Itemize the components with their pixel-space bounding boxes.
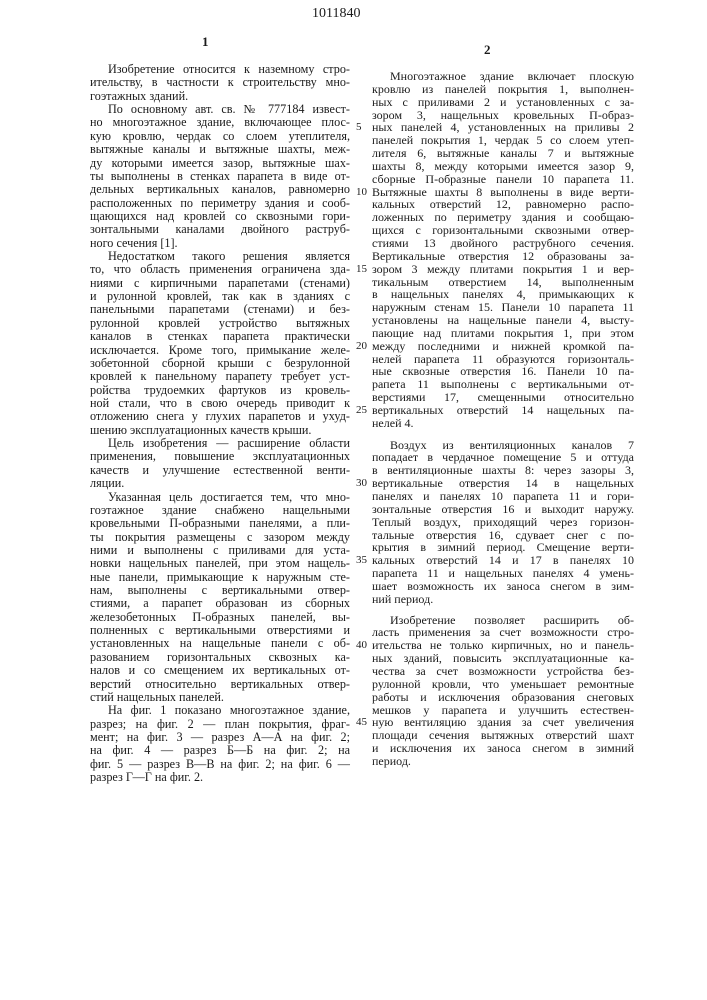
text-line-content: рулонной кровли, что уменьшает ремонтные bbox=[372, 677, 634, 691]
text-line-content: вертикальных отверстий 14 нащельных па- bbox=[372, 403, 634, 417]
text-line-content: кальных отверстий 12, равномерно распо- bbox=[372, 197, 634, 211]
text-line: Изобретение относится к наземному стро- bbox=[90, 63, 350, 76]
text-line-content: мешков у парапета и улучшить естествен- bbox=[372, 703, 634, 717]
line-number: 40 bbox=[356, 639, 368, 652]
text-line: ройства трудоемких фартуков из кровель- bbox=[90, 384, 350, 397]
paragraph bbox=[372, 70, 634, 430]
text-line bbox=[372, 417, 634, 430]
text-line: разованием горизонтальных сквозных ка- bbox=[90, 651, 350, 664]
text-line: новки нащельных панелей, при этом нащель- bbox=[90, 557, 350, 570]
text-line-content: ную вентиляцию здания за счет увеличения bbox=[372, 715, 634, 729]
text-line: панельными парапетами (стенами) и без- bbox=[90, 303, 350, 316]
text-line-content: нелей 4. bbox=[372, 416, 413, 430]
text-line: ные панели, примыкающие к наружным сте- bbox=[90, 571, 350, 584]
text-line: вытяжные каналы и вытяжные шахты, меж- bbox=[90, 143, 350, 156]
text-line: и рулонной кровлей, так как в зданиях с bbox=[90, 290, 350, 303]
text-line: разрез; на фиг. 2 — план покрытия, фраг- bbox=[90, 718, 350, 731]
text-line: стиями, а парапет образован из сборных bbox=[90, 597, 350, 610]
text-line: нам, выполнены с вертикальными отвер- bbox=[90, 584, 350, 597]
text-line: щающихся над кровлей со сквозными гори- bbox=[90, 210, 350, 223]
text-line-content: вертикальные отверстия 14 в нащельных bbox=[372, 476, 634, 490]
text-line-content: работы и исключения образования снеговых bbox=[372, 690, 634, 704]
text-line-content: попадает в чердачное помещение 5 и оттуда bbox=[372, 450, 634, 464]
line-number: 10 bbox=[356, 186, 368, 199]
text-line-content: Изобретение позволяет расширить об- bbox=[390, 613, 634, 627]
text-line-content: крытия в зимний период. Смещение верти- bbox=[372, 540, 634, 554]
page-number-right: 2 bbox=[484, 42, 491, 58]
text-line: ними и выполнены с приливами для уста- bbox=[90, 544, 350, 557]
line-number: 35 bbox=[356, 554, 368, 567]
text-line: но многоэтажное здание, включающее плос- bbox=[90, 116, 350, 129]
text-line: фиг. 5 — разрез В—В на фиг. 2; на фиг. 6 — bbox=[90, 758, 350, 771]
text-line: ляции. bbox=[90, 477, 350, 490]
text-line-content: щихся с горизонтальными сквозными отвер- bbox=[372, 223, 634, 237]
text-line: зонтальными каналами двойного раструб- bbox=[90, 223, 350, 236]
text-line: стий нащельных панелей. bbox=[90, 691, 350, 704]
text-line-content: чества за счет возможности устройства без- bbox=[372, 664, 634, 678]
text-line-content: шает возможность их заноса снегом в зим- bbox=[372, 579, 634, 593]
paragraph bbox=[90, 491, 350, 705]
text-line: применения, повышение эксплуатационных bbox=[90, 450, 350, 463]
text-line: гоэтажное здание снабжено нащельными bbox=[90, 504, 350, 517]
text-line: отложению снега у глухих парапетов и ухуд- bbox=[90, 410, 350, 423]
patent-number: 1011840 bbox=[312, 6, 360, 22]
line-number: 30 bbox=[356, 477, 368, 490]
text-line: разрез Г—Г на фиг. 2. bbox=[90, 771, 350, 784]
text-line-content: наружным стенам 15. Панели 10 парапета 11 bbox=[372, 300, 634, 314]
text-line: Цель изобретения — расширение области bbox=[90, 437, 350, 450]
paragraph bbox=[372, 439, 634, 606]
text-line: По основному авт. св. № 777184 извест- bbox=[90, 103, 350, 116]
text-line-content: и исключения их заноса снегом в зимний bbox=[372, 741, 634, 755]
text-line: расположенных по периметру здания и сооб- bbox=[90, 197, 350, 210]
text-line bbox=[372, 742, 634, 755]
text-line-content: стиями 13 двойного раструбного сечения. bbox=[372, 236, 634, 250]
text-line: шению эксплуатационных качеств крыши. bbox=[90, 424, 350, 437]
text-line-content: верстиями 17, смещенными относительно bbox=[372, 390, 634, 404]
text-line-content: между последними и нижней кромкой па- bbox=[372, 339, 634, 353]
paragraph bbox=[372, 614, 634, 768]
text-line-content: пающие над плитами покрытия 1, при этом bbox=[372, 326, 634, 340]
line-number: 45 bbox=[356, 716, 368, 729]
text-line-content: в вентиляционные шахты 8: через зазоры 3, bbox=[372, 463, 634, 477]
text-line: рулонной кровлей устройство вытяжных bbox=[90, 317, 350, 330]
text-line: кровельными П-образными панелями, а пли- bbox=[90, 517, 350, 530]
text-line-content: период. bbox=[372, 754, 411, 768]
text-line-content: ласть применения за счет возможности стро- bbox=[372, 625, 634, 639]
text-line-content: ных зданий, повысить эксплуатационные ка- bbox=[372, 651, 634, 665]
text-line-content: лителя 6, вытяжные каналы 7 и вытяжные bbox=[372, 146, 634, 160]
text-line: установленных на нащельные панели с об- bbox=[90, 637, 350, 650]
text-line-content: панелей покрытия 1, чердак 5 со слоем утеп- bbox=[372, 133, 634, 147]
text-line-content: ительства не только кирпичных, но и панель- bbox=[372, 638, 634, 652]
text-line: гоэтажных зданий. bbox=[90, 90, 350, 103]
paragraph bbox=[90, 103, 350, 250]
text-line-content: Вертикальные отверстия 12 образованы за- bbox=[372, 249, 634, 263]
text-line: то, что область применения ограничена зда- bbox=[90, 263, 350, 276]
text-line: ты выполнены в стенках парапета в виде от- bbox=[90, 170, 350, 183]
text-line-content: сборные П-образные панели 10 парапета 11. bbox=[372, 172, 634, 186]
text-line-content: тикальным отверстием 14, выполненным bbox=[372, 275, 634, 289]
text-line-content: Теплый воздух, приходящий через горизон- bbox=[372, 515, 634, 529]
text-line: на фиг. 4 — разрез Б—Б на фиг. 2; на bbox=[90, 744, 350, 757]
text-line-content: ных с приливами 2 и установленных с за- bbox=[372, 95, 634, 109]
text-line-content: рапета 11 выполнены с вертикальными от- bbox=[372, 377, 634, 391]
paragraph bbox=[90, 250, 350, 437]
text-line: полненных с вертикальными отверстиями и bbox=[90, 624, 350, 637]
text-line-content: ные сквозные отверстия 16. Панели 10 па- bbox=[372, 364, 634, 378]
line-number: 15 bbox=[356, 263, 368, 276]
text-line-content: Вытяжные шахты 8 выполнены в виде верти- bbox=[372, 185, 634, 199]
text-line: ты покрытия размещены с зазором между bbox=[90, 531, 350, 544]
text-line: ду которыми имеется зазор, вытяжные шах- bbox=[90, 157, 350, 170]
text-line: исключается. Кроме того, примыкание желе- bbox=[90, 344, 350, 357]
text-line: зобетонной сборной крыши с безрулонной bbox=[90, 357, 350, 370]
text-line: ительству, в частности к строительству мно- bbox=[90, 76, 350, 89]
text-line-content: нелей парапета 11 образуются горизонталь- bbox=[372, 352, 634, 366]
left-text-column bbox=[90, 63, 350, 784]
right-text-column bbox=[372, 70, 634, 768]
text-line bbox=[372, 593, 634, 606]
text-line-content: ложенных по периметру здания и сообщаю- bbox=[372, 210, 634, 224]
text-line: верстий относительно вертикальных отвер- bbox=[90, 678, 350, 691]
text-line-content: ний период. bbox=[372, 592, 433, 606]
page-number-left: 1 bbox=[202, 34, 209, 50]
text-line-content: шахты 8, между которыми имеется зазор 9, bbox=[372, 159, 634, 173]
text-line: каналов в стенках парапета практически bbox=[90, 330, 350, 343]
paragraph bbox=[90, 437, 350, 490]
text-line-content: площади сечения вытяжных отверстий шахт bbox=[372, 728, 634, 742]
text-line-content: Воздух из вентиляционных каналов 7 bbox=[390, 438, 634, 452]
text-line-content: панелях и панелях 10 парапета 11 и гори- bbox=[372, 489, 634, 503]
paragraph bbox=[90, 63, 350, 103]
text-line: ного сечения [1]. bbox=[90, 237, 350, 250]
text-line: кровлей к панельному парапету требует уст- bbox=[90, 370, 350, 383]
text-line: качеств и улучшение естественной венти- bbox=[90, 464, 350, 477]
text-line: железобетонных П-образных панелей, вы- bbox=[90, 611, 350, 624]
paragraph bbox=[90, 704, 350, 784]
text-line: ниями с кирпичными парапетами (стенами) bbox=[90, 277, 350, 290]
text-line-content: зором 3 между плитами покрытия 1 и вер- bbox=[372, 262, 634, 276]
text-line-content: Многоэтажное здание включает плоскую bbox=[390, 69, 634, 83]
text-line-content: кровлю из панелей покрытия 1, выполнен- bbox=[372, 82, 634, 96]
text-line-content: кальных отверстий 14 и 17 в панелях 10 bbox=[372, 553, 634, 567]
text-line bbox=[372, 755, 634, 768]
text-line-content: ных панелей 4, установленных на приливы 2 bbox=[372, 120, 634, 134]
text-line: мент; на фиг. 3 — разрез А—А на фиг. 2; bbox=[90, 731, 350, 744]
text-line: дельных вертикальных каналов, равномерно bbox=[90, 183, 350, 196]
line-number: 5 bbox=[356, 121, 368, 134]
text-line-content: в нащельных панелях 4, примыкающих к bbox=[372, 287, 634, 301]
text-line: На фиг. 1 показано многоэтажное здание, bbox=[90, 704, 350, 717]
line-number: 20 bbox=[356, 340, 368, 353]
text-line: Недостатком такого решения является bbox=[90, 250, 350, 263]
text-line-content: зонтальные отверстия 16 и выходит наружу. bbox=[372, 502, 634, 516]
text-line: Указанная цель достигается тем, что мно- bbox=[90, 491, 350, 504]
text-line: ной стали, что в свою очередь приводит к bbox=[90, 397, 350, 410]
text-line-content: парапета 11 и нащельных панелях 4 умень- bbox=[372, 566, 634, 580]
text-line-content: зором 3, нащельных кровельных П-образ- bbox=[372, 108, 634, 122]
text-line: налов и со смещением их вертикальных от- bbox=[90, 664, 350, 677]
text-line: кую кровлю, чердак со слоем утеплителя, bbox=[90, 130, 350, 143]
text-line-content: установлены на нащельные панели 4, высту- bbox=[372, 313, 634, 327]
line-number: 25 bbox=[356, 404, 368, 417]
text-line-content: тальные отверстия 16, сдувает снег с по- bbox=[372, 528, 634, 542]
